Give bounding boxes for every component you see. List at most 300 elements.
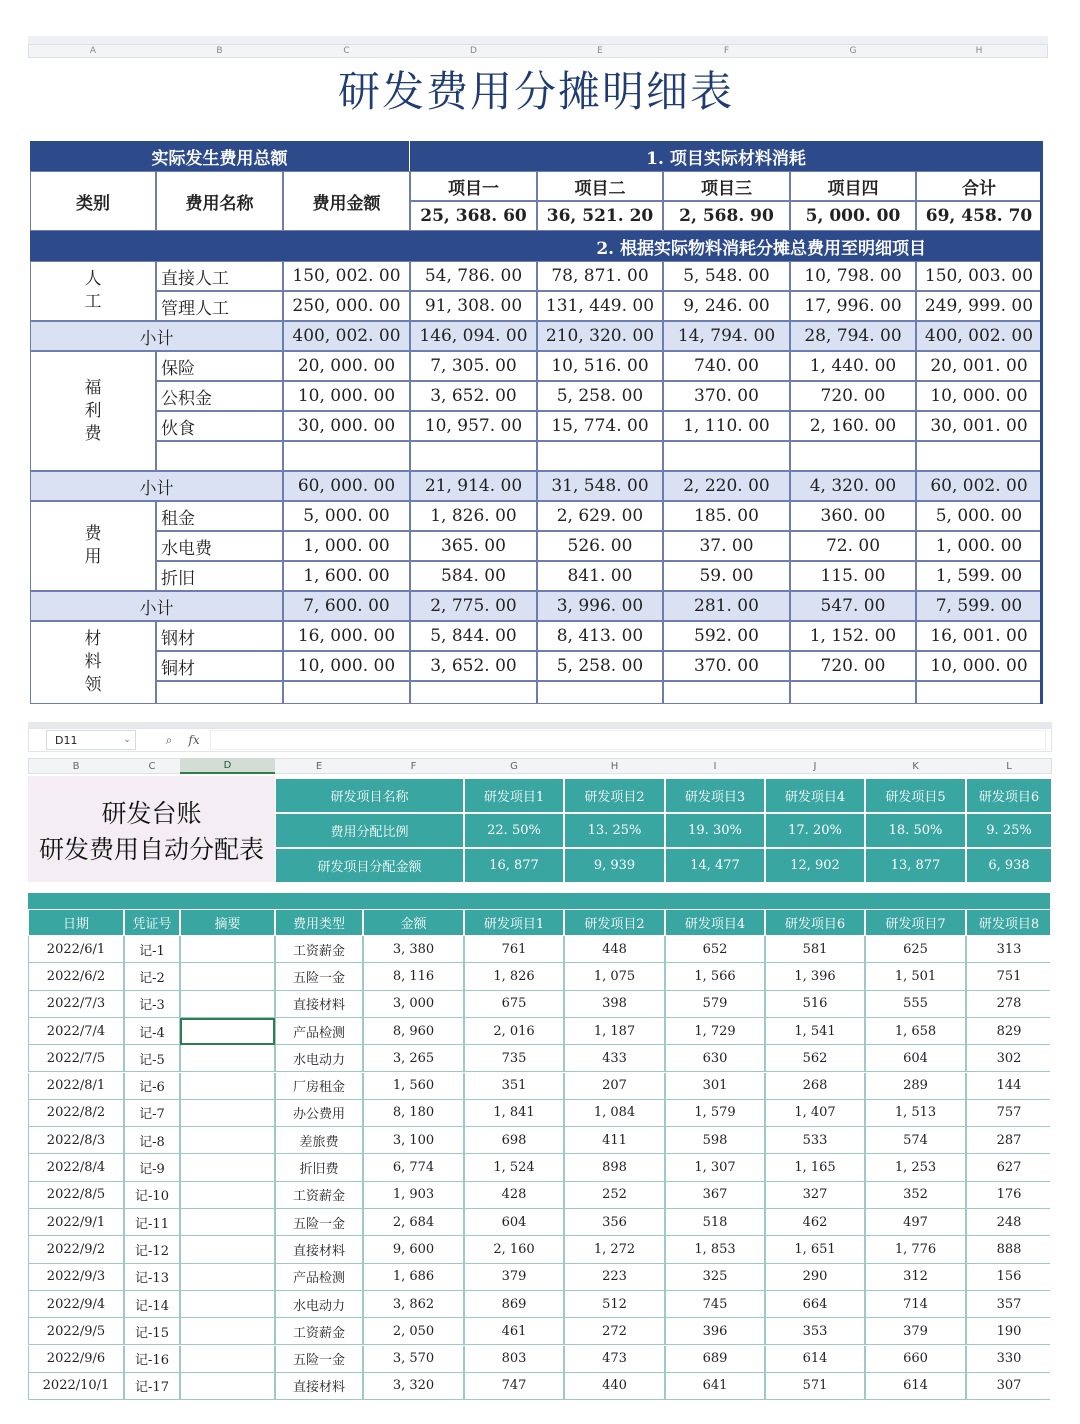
summary-cell[interactable]: [180, 1154, 275, 1181]
column-letter-E: E: [597, 46, 603, 56]
date-cell: 2022/9/4: [28, 1291, 124, 1318]
category-label: [30, 621, 156, 704]
alloc-value: 150, 003. 00: [916, 261, 1042, 291]
amount-cell: 751: [966, 963, 1052, 990]
amount-cell: 761: [464, 936, 564, 963]
blank-cell: [410, 441, 537, 471]
amount-cell: 3, 380: [363, 936, 464, 963]
fee-type-cell: 直接材料: [275, 1373, 363, 1400]
amount-cell: 3, 000: [363, 991, 464, 1018]
blank-cell: [790, 681, 916, 704]
fee-amount: 10, 000. 00: [283, 381, 410, 411]
alloc-value: 249, 999. 00: [916, 291, 1042, 321]
column-letter-D: D: [470, 46, 477, 56]
table-header-cell: 日期: [28, 909, 124, 936]
voucher-cell: 记-17: [124, 1373, 180, 1400]
subtotal-value: 4, 320. 00: [790, 471, 916, 501]
title-line-2: 研发费用自动分配表: [38, 835, 264, 864]
voucher-cell: 记-2: [124, 963, 180, 990]
alloc-value: 720. 00: [790, 651, 916, 681]
alloc-value: 3, 652. 00: [410, 381, 537, 411]
table-header-cell: 研发项目4: [665, 909, 765, 936]
alloc-value: 1, 826. 00: [410, 501, 537, 531]
voucher-cell: 记-11: [124, 1209, 180, 1236]
header-project: 项目二: [537, 171, 663, 201]
amount-cell: 396: [665, 1318, 765, 1345]
fee-name: 管理人工: [156, 291, 283, 321]
summary-cell[interactable]: [180, 1045, 275, 1072]
alloc-value: 5, 548. 00: [663, 261, 790, 291]
amount-cell: 1, 541: [765, 1018, 865, 1045]
fee-type-cell: 产品检测: [275, 1264, 363, 1291]
date-cell: 2022/8/4: [28, 1154, 124, 1181]
fee-name: 伙食: [156, 411, 283, 441]
summary-cell[interactable]: [180, 1291, 275, 1318]
voucher-cell: 记-5: [124, 1045, 180, 1072]
alloc-value: 16, 001. 00: [916, 621, 1042, 651]
alloc-value: 54, 786. 00: [410, 261, 537, 291]
column-letter-F: F: [723, 46, 730, 56]
amount-cell: 1, 853: [665, 1236, 765, 1263]
amount-cell: 357: [966, 1291, 1052, 1318]
alloc-value: 5, 258. 00: [537, 381, 663, 411]
amount-cell: 1, 841: [464, 1100, 564, 1127]
alloc-value: 1, 152. 00: [790, 621, 916, 651]
amount-cell: 190: [966, 1318, 1052, 1345]
fee-amount: 250, 000. 00: [283, 291, 410, 321]
alloc-value: 720. 00: [790, 381, 916, 411]
amount-cell: 555: [865, 991, 966, 1018]
amount-cell: 1, 407: [765, 1100, 865, 1127]
amount-cell: 144: [966, 1073, 1052, 1100]
subtotal-amount: 60, 000. 00: [283, 471, 410, 501]
voucher-cell: 记-14: [124, 1291, 180, 1318]
fee-type-cell: 工资薪金: [275, 1182, 363, 1209]
subtotal-value: 14, 794. 00: [663, 321, 790, 351]
amount-cell: 1, 307: [665, 1154, 765, 1181]
amount-cell: 664: [765, 1291, 865, 1318]
amount-cell: 641: [665, 1373, 765, 1400]
amount-cell: 689: [665, 1346, 765, 1373]
amount-cell: 562: [765, 1045, 865, 1072]
table-header-cell: 研发项目7: [865, 909, 966, 936]
alloc-value: 131, 449. 00: [537, 291, 663, 321]
date-cell: 2022/10/1: [28, 1373, 124, 1400]
alloc-ratio: 19. 30%: [665, 813, 765, 848]
voucher-cell: 记-9: [124, 1154, 180, 1181]
date-cell: 2022/8/1: [28, 1073, 124, 1100]
subtotal-label: 小计: [30, 591, 283, 621]
alloc-value: 370. 00: [663, 381, 790, 411]
header-project: 项目四: [790, 171, 916, 201]
alloc-amount: 13, 877: [865, 848, 966, 883]
alloc-value: 370. 00: [663, 651, 790, 681]
amount-cell: 1, 187: [564, 1018, 665, 1045]
amount-cell: 156: [966, 1264, 1052, 1291]
alloc-ratio: 17. 20%: [765, 813, 865, 848]
amount-cell: 698: [464, 1127, 564, 1154]
summary-cell[interactable]: [180, 991, 275, 1018]
alloc-value: 72. 00: [790, 531, 916, 561]
title-line-1: 研发台账: [101, 799, 202, 828]
amount-cell: 290: [765, 1264, 865, 1291]
column-letter-H: H: [610, 760, 619, 772]
fee-type-cell: 水电动力: [275, 1291, 363, 1318]
voucher-cell: 记-1: [124, 936, 180, 963]
amount-cell: 411: [564, 1127, 665, 1154]
amount-cell: 379: [464, 1264, 564, 1291]
amount-cell: 252: [564, 1182, 665, 1209]
amount-cell: 330: [966, 1346, 1052, 1373]
amount-cell: 1, 165: [765, 1154, 865, 1181]
amount-cell: 367: [665, 1182, 765, 1209]
alloc-value: 10, 957. 00: [410, 411, 537, 441]
amount-cell: 325: [665, 1264, 765, 1291]
table-header-cell: 金额: [363, 909, 464, 936]
subtotal-value: 281. 00: [663, 591, 790, 621]
fee-name: 直接人工: [156, 261, 283, 291]
category-text: 材料领: [84, 629, 102, 695]
voucher-cell: 记-7: [124, 1100, 180, 1127]
amount-cell: 533: [765, 1127, 865, 1154]
blank-cell: [283, 441, 410, 471]
amount-cell: 428: [464, 1182, 564, 1209]
column-letter-B: B: [72, 760, 80, 772]
amount-cell: 1, 651: [765, 1236, 865, 1263]
alloc-value: 2, 629. 00: [537, 501, 663, 531]
alloc-value: 584. 00: [410, 561, 537, 591]
category-label: [30, 261, 156, 321]
alloc-value: 1, 440. 00: [790, 351, 916, 381]
amount-cell: 398: [564, 991, 665, 1018]
table-header-cell: 研发项目8: [966, 909, 1052, 936]
amount-cell: 462: [765, 1209, 865, 1236]
amount-cell: 473: [564, 1346, 665, 1373]
amount-cell: 1, 566: [665, 963, 765, 990]
alloc-amount: 16, 877: [464, 848, 564, 883]
summary-cell[interactable]: [180, 1318, 275, 1345]
column-letter-J: J: [813, 760, 817, 772]
subtotal-value: 28, 794. 00: [790, 321, 916, 351]
amount-cell: 598: [665, 1127, 765, 1154]
subtotal-amount: 7, 600. 00: [283, 591, 410, 621]
project-name: 研发项目2: [564, 778, 665, 813]
subtotal-value: 2, 220. 00: [663, 471, 790, 501]
header-category: 类别: [30, 171, 156, 231]
voucher-cell: 记-4: [124, 1018, 180, 1045]
amount-cell: 351: [464, 1073, 564, 1100]
amount-cell: 1, 579: [665, 1100, 765, 1127]
material-value: 36, 521. 20: [537, 201, 663, 231]
amount-cell: 8, 180: [363, 1100, 464, 1127]
alloc-value: 1, 110. 00: [663, 411, 790, 441]
amount-cell: 1, 513: [865, 1100, 966, 1127]
amount-cell: 630: [665, 1045, 765, 1072]
subtotal-amount: 400, 002. 00: [283, 321, 410, 351]
amount-cell: 627: [966, 1154, 1052, 1181]
amount-cell: 1, 729: [665, 1018, 765, 1045]
summary-cell[interactable]: [180, 1127, 275, 1154]
amount-cell: 747: [464, 1373, 564, 1400]
top-separator: [28, 36, 1048, 44]
alloc-value: 360. 00: [790, 501, 916, 531]
voucher-cell: 记-16: [124, 1346, 180, 1373]
alloc-ratio: 13. 25%: [564, 813, 665, 848]
column-letter-E: E: [315, 760, 323, 772]
alloc-value: 17, 996. 00: [790, 291, 916, 321]
alloc-amount: 12, 902: [765, 848, 865, 883]
amount-cell: 757: [966, 1100, 1052, 1127]
amount-cell: 579: [665, 991, 765, 1018]
amount-cell: 745: [665, 1291, 765, 1318]
subtotal-value: 400, 002. 00: [916, 321, 1042, 351]
amount-cell: 379: [865, 1318, 966, 1345]
summary-cell[interactable]: [180, 1264, 275, 1291]
alloc-row-label: 研发项目名称: [275, 778, 464, 813]
blank-cell: [156, 441, 283, 471]
amount-cell: 3, 320: [363, 1373, 464, 1400]
summary-cell[interactable]: [180, 1209, 275, 1236]
amount-cell: 614: [765, 1346, 865, 1373]
project-name: 研发项目6: [966, 778, 1052, 813]
blank-cell: [663, 441, 790, 471]
column-letter-K: K: [912, 760, 919, 772]
alloc-value: 59. 00: [663, 561, 790, 591]
fee-type-cell: 厂房租金: [275, 1073, 363, 1100]
amount-cell: 3, 100: [363, 1127, 464, 1154]
date-cell: 2022/8/5: [28, 1182, 124, 1209]
alloc-value: 592. 00: [663, 621, 790, 651]
amount-cell: 3, 265: [363, 1045, 464, 1072]
category-text: 人工: [84, 269, 102, 312]
subtotal-value: 210, 320. 00: [537, 321, 663, 351]
amount-cell: 497: [865, 1209, 966, 1236]
amount-cell: 1, 272: [564, 1236, 665, 1263]
date-cell: 2022/6/1: [28, 936, 124, 963]
header-fee-name: 费用名称: [156, 171, 283, 231]
alloc-value: 91, 308. 00: [410, 291, 537, 321]
fee-name: 公积金: [156, 381, 283, 411]
amount-cell: 660: [865, 1346, 966, 1373]
subtotal-value: 7, 599. 00: [916, 591, 1042, 621]
sheet-title: 研发费用分摊明细表: [337, 67, 734, 116]
amount-cell: 8, 960: [363, 1018, 464, 1045]
table-header-cell: 摘要: [180, 909, 275, 936]
amount-cell: 518: [665, 1209, 765, 1236]
date-cell: 2022/7/5: [28, 1045, 124, 1072]
amount-cell: 9, 600: [363, 1236, 464, 1263]
zoom-icon[interactable]: ⌕: [165, 732, 173, 747]
selected-cell[interactable]: [180, 1018, 275, 1045]
amount-cell: 3, 862: [363, 1291, 464, 1318]
amount-cell: 356: [564, 1209, 665, 1236]
date-cell: 2022/9/2: [28, 1236, 124, 1263]
amount-cell: 2, 050: [363, 1318, 464, 1345]
fee-amount: 10, 000. 00: [283, 651, 410, 681]
alloc-amount: 9, 939: [564, 848, 665, 883]
summary-cell[interactable]: [180, 936, 275, 963]
fee-name: 水电费: [156, 531, 283, 561]
formula-input[interactable]: [210, 730, 1046, 750]
column-letter-B: B: [216, 46, 223, 56]
date-cell: 2022/6/2: [28, 963, 124, 990]
header-material: 1. 项目实际材料消耗: [410, 141, 1042, 171]
blank-cell: [537, 441, 663, 471]
alloc-row-label: 费用分配比例: [275, 813, 464, 848]
fee-type-cell: 差旅费: [275, 1127, 363, 1154]
column-letter-G: G: [849, 46, 857, 56]
amount-cell: 574: [865, 1127, 966, 1154]
amount-cell: 352: [865, 1182, 966, 1209]
subtotal-label: 小计: [30, 471, 283, 501]
category-text: 费用: [84, 524, 102, 567]
right-mask: [1050, 893, 1080, 1424]
amount-cell: 248: [966, 1209, 1052, 1236]
summary-cell[interactable]: [180, 1073, 275, 1100]
amount-cell: 1, 084: [564, 1100, 665, 1127]
alloc-value: 15, 774. 00: [537, 411, 663, 441]
amount-cell: 312: [865, 1264, 966, 1291]
alloc-value: 10, 516. 00: [537, 351, 663, 381]
amount-cell: 829: [966, 1018, 1052, 1045]
blank-cell: [156, 681, 283, 704]
voucher-cell: 记-3: [124, 991, 180, 1018]
column-letter-F: F: [410, 760, 417, 772]
column-letter-G: G: [510, 760, 518, 772]
subtotal-value: 2, 775. 00: [410, 591, 537, 621]
table-header-cell: 费用类型: [275, 909, 363, 936]
alloc-value: 740. 00: [663, 351, 790, 381]
header-project: 合计: [916, 171, 1042, 201]
amount-cell: 3, 570: [363, 1346, 464, 1373]
fee-type-cell: 五险一金: [275, 963, 363, 990]
voucher-cell: 记-10: [124, 1182, 180, 1209]
alloc-value: 5, 844. 00: [410, 621, 537, 651]
fee-type-cell: 办公费用: [275, 1100, 363, 1127]
right-border: [1040, 141, 1043, 704]
voucher-cell: 记-12: [124, 1236, 180, 1263]
summary-cell[interactable]: [180, 1100, 275, 1127]
project-name: 研发项目1: [464, 778, 564, 813]
amount-cell: 461: [464, 1318, 564, 1345]
table-header-cell: 凭证号: [124, 909, 180, 936]
fee-type-cell: 五险一金: [275, 1209, 363, 1236]
subtotal-value: 3, 996. 00: [537, 591, 663, 621]
amount-cell: 287: [966, 1127, 1052, 1154]
amount-cell: 803: [464, 1346, 564, 1373]
column-letter-C: C: [343, 46, 350, 56]
alloc-row-label: 研发项目分配金额: [275, 848, 464, 883]
amount-cell: 898: [564, 1154, 665, 1181]
amount-cell: 1, 776: [865, 1236, 966, 1263]
voucher-cell: 记-6: [124, 1073, 180, 1100]
fee-amount: 150, 002. 00: [283, 261, 410, 291]
subtotal-value: 31, 548. 00: [537, 471, 663, 501]
fee-amount: 5, 000. 00: [283, 501, 410, 531]
subtotal-value: 21, 914. 00: [410, 471, 537, 501]
teal-gap-strip: [28, 893, 1052, 909]
amount-cell: 327: [765, 1182, 865, 1209]
amount-cell: 1, 903: [363, 1182, 464, 1209]
amount-cell: 1, 075: [564, 963, 665, 990]
header-project: 项目三: [663, 171, 790, 201]
alloc-value: 1, 000. 00: [916, 531, 1042, 561]
project-name: 研发项目3: [665, 778, 765, 813]
column-letter-H: H: [975, 46, 983, 56]
amount-cell: 1, 396: [765, 963, 865, 990]
fee-type-cell: 折旧费: [275, 1154, 363, 1181]
amount-cell: 2, 684: [363, 1209, 464, 1236]
blank-cell: [537, 681, 663, 704]
table-header-cell: 研发项目2: [564, 909, 665, 936]
amount-cell: 1, 686: [363, 1264, 464, 1291]
amount-cell: 313: [966, 936, 1052, 963]
amount-cell: 869: [464, 1291, 564, 1318]
blank-cell: [916, 681, 1042, 704]
material-value: 25, 368. 60: [410, 201, 537, 231]
category-label: [30, 501, 156, 591]
alloc-value: 10, 000. 00: [916, 381, 1042, 411]
alloc-value: 10, 000. 00: [916, 651, 1042, 681]
header-fee-amount: 费用金额: [283, 171, 410, 231]
alloc-value: 37. 00: [663, 531, 790, 561]
column-letter-A: A: [89, 46, 97, 56]
date-cell: 2022/8/2: [28, 1100, 124, 1127]
material-value: 5, 000. 00: [790, 201, 916, 231]
fee-amount: 1, 600. 00: [283, 561, 410, 591]
blank-cell: [663, 681, 790, 704]
subtotal-value: 146, 094. 00: [410, 321, 537, 351]
amount-cell: 1, 501: [865, 963, 966, 990]
alloc-value: 5, 258. 00: [537, 651, 663, 681]
amount-cell: 888: [966, 1236, 1052, 1263]
date-cell: 2022/9/3: [28, 1264, 124, 1291]
amount-cell: 735: [464, 1045, 564, 1072]
summary-cell[interactable]: [180, 963, 275, 990]
project-name: 研发项目4: [765, 778, 865, 813]
alloc-value: 5, 000. 00: [916, 501, 1042, 531]
amount-cell: 604: [865, 1045, 966, 1072]
alloc-value: 78, 871. 00: [537, 261, 663, 291]
fx-label: fx: [188, 733, 200, 747]
amount-cell: 1, 253: [865, 1154, 966, 1181]
alloc-value: 8, 413. 00: [537, 621, 663, 651]
summary-cell[interactable]: [180, 1373, 275, 1400]
alloc-ratio: 9. 25%: [966, 813, 1052, 848]
amount-cell: 433: [564, 1045, 665, 1072]
amount-cell: 581: [765, 936, 865, 963]
summary-cell[interactable]: [180, 1236, 275, 1263]
fee-type-cell: 工资薪金: [275, 936, 363, 963]
amount-cell: 268: [765, 1073, 865, 1100]
fee-name: 折旧: [156, 561, 283, 591]
fee-name: 保险: [156, 351, 283, 381]
alloc-value: 365. 00: [410, 531, 537, 561]
name-box[interactable]: D11: [46, 730, 136, 750]
fee-type-cell: 产品检测: [275, 1018, 363, 1045]
alloc-value: 20, 001. 00: [916, 351, 1042, 381]
alloc-value: 3, 652. 00: [410, 651, 537, 681]
alloc-value: 526. 00: [537, 531, 663, 561]
summary-cell[interactable]: [180, 1346, 275, 1373]
amount-cell: 289: [865, 1073, 966, 1100]
summary-cell[interactable]: [180, 1182, 275, 1209]
header-total: 实际发生费用总额: [30, 141, 409, 171]
fee-amount: 16, 000. 00: [283, 621, 410, 651]
voucher-cell: 记-8: [124, 1127, 180, 1154]
amount-cell: 176: [966, 1182, 1052, 1209]
amount-cell: 652: [665, 936, 765, 963]
